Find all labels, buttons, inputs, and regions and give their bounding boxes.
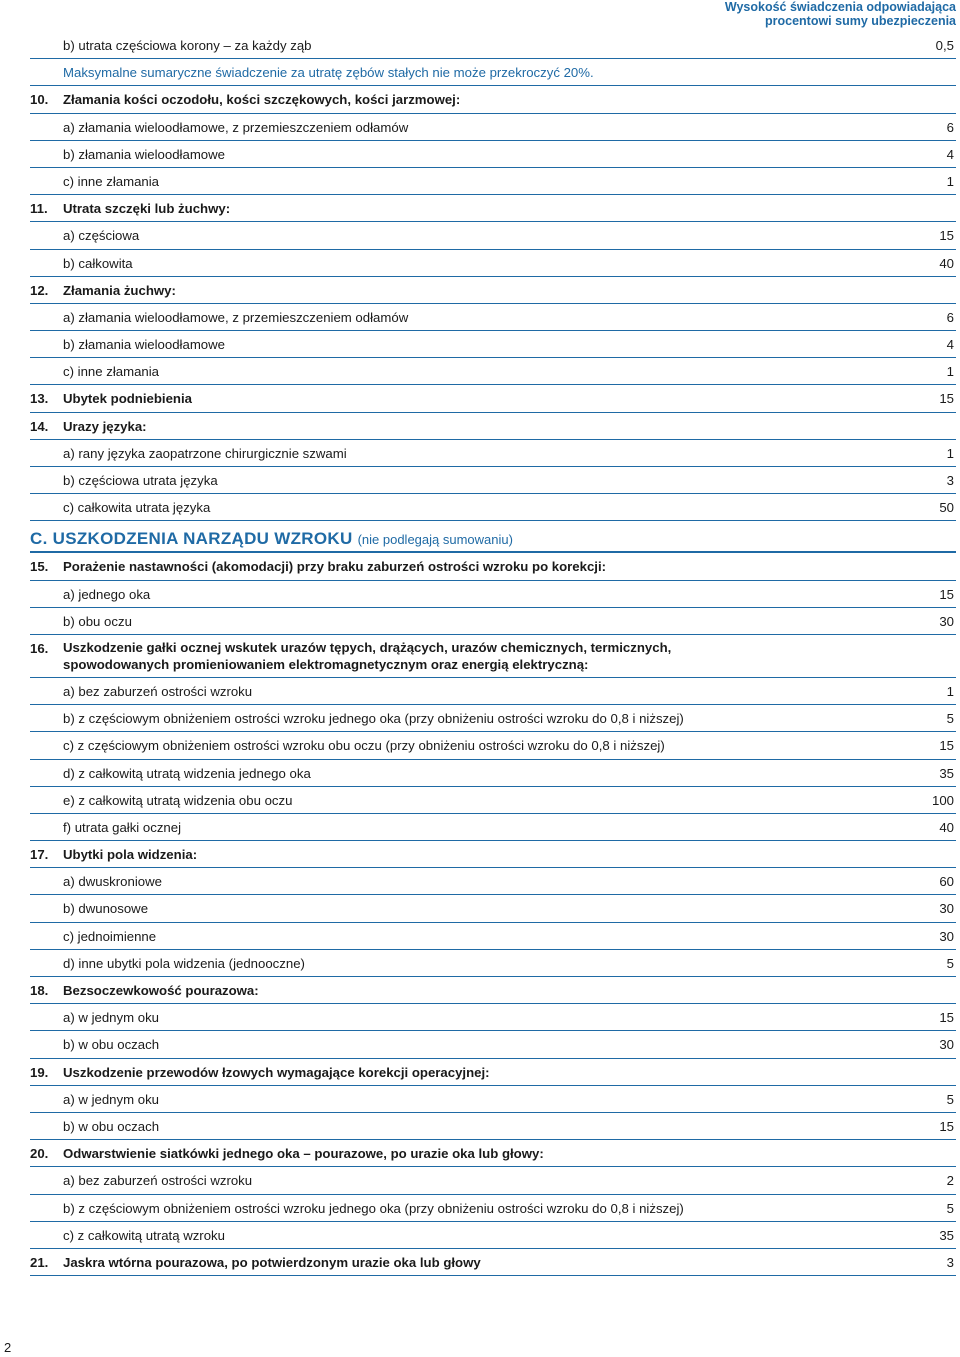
row-description: Uszkodzenie gałki ocznej wskutek urazów tępych, drążących, urazów chemicznych, termicznych, spowodowanych promieniowaniem elektromagnetycznym oraz energią elektryczną:: [63, 639, 672, 672]
row-description: b) dwunosowe: [63, 901, 149, 917]
column-header-line2: procentowi sumy ubezpieczenia: [764, 14, 956, 28]
table-row: [30, 608, 956, 635]
row-percentage: 30: [939, 613, 954, 629]
table-row: [30, 868, 956, 895]
table-row: [30, 1195, 956, 1222]
row-percentage: 100: [931, 792, 954, 808]
row-percentage: 15: [939, 228, 954, 244]
row-description: b) z częściowym obniżeniem ostrości wzroku jednego oka (przy obniżeniu ostrości wzroku do 0,8 i niższej): [63, 711, 684, 727]
row-percentage: 5: [946, 711, 954, 727]
row-percentage: 30: [939, 928, 954, 944]
row-number: 11.: [30, 201, 48, 217]
row-description: Uszkodzenie przewodów łzowych wymagające korekcji operacyjnej:: [63, 1064, 490, 1080]
row-description: Porażenie nastawności (akomodacji) przy braku zaburzeń ostrości wzroku po korekcji:: [63, 559, 607, 575]
row-description: Odwarstwienie siatkówki jednego oka – pourazowe, po urazie oka lub głowy:: [63, 1146, 544, 1162]
row-description: b) w obu oczach: [63, 1037, 160, 1053]
row-description: a) w jednym oku: [63, 1091, 160, 1107]
table-row: [30, 895, 956, 922]
table-row-heading: [30, 1140, 956, 1167]
table-row-heading: [30, 1059, 956, 1086]
row-description: Złamania żuchwy:: [63, 282, 176, 298]
row-description: c) z częściowym obniżeniem ostrości wzroku obu oczu (przy obniżeniu ostrości wzroku do 0,8 i niższej): [63, 738, 665, 754]
row-percentage: 1: [946, 364, 954, 380]
row-number: 14.: [30, 418, 49, 434]
table-row-heading: [30, 277, 956, 304]
row-percentage: 3: [946, 473, 954, 488]
table-row: [30, 950, 956, 977]
row-description: f) utrata gałki ocznej: [63, 819, 182, 835]
table-row: [30, 814, 956, 841]
row-description: Utrata szczęki lub żuchwy:: [63, 201, 231, 217]
table-row-heading: [30, 195, 956, 222]
row-number: 21.: [30, 1254, 49, 1270]
row-description: a) złamania wieloodłamowe, z przemieszczeniem odłamów: [63, 309, 409, 325]
table-row: [30, 787, 956, 814]
row-description: b) w obu oczach: [63, 1118, 160, 1134]
table-row: [30, 732, 956, 759]
row-percentage: 3: [946, 1254, 954, 1270]
table-row: [30, 494, 956, 521]
row-percentage: 5: [946, 1091, 954, 1107]
row-percentage: 6: [946, 309, 954, 325]
row-percentage: 0,5: [935, 38, 954, 53]
table-row-heading: [30, 413, 956, 440]
row-number: 13.: [30, 391, 49, 407]
table-note: [30, 59, 956, 86]
row-description: Złamania kości oczodołu, kości szczękowych, kości jarzmowej:: [63, 92, 461, 108]
row-description: b) złamania wieloodłamowe: [63, 337, 225, 353]
row-description: Ubytki pola widzenia:: [63, 847, 198, 863]
row-percentage: 2: [946, 1173, 954, 1189]
row-description: b) obu oczu: [63, 613, 132, 629]
row-percentage: 35: [939, 1227, 954, 1243]
row-percentage: 40: [939, 819, 954, 835]
row-description: d) z całkowitą utratą widzenia jednego oka: [63, 765, 311, 781]
table-row-heading: [30, 385, 956, 412]
row-percentage: 60: [939, 874, 954, 890]
row-description: d) inne ubytki pola widzenia (jednooczne): [63, 955, 305, 971]
row-description: Ubytek podniebienia: [63, 391, 192, 407]
row-percentage: 15: [939, 391, 954, 407]
table-row: [30, 1113, 956, 1140]
table-row: [30, 250, 956, 277]
row-description: c) inne złamania: [63, 173, 160, 189]
table-row: [30, 1222, 956, 1249]
row-percentage: 5: [946, 1200, 954, 1216]
row-description: a) dwuskroniowe: [63, 874, 162, 890]
row-percentage: 30: [939, 1037, 954, 1053]
page-number: 2: [4, 1340, 12, 1355]
section-title: [30, 529, 513, 549]
row-description: b) złamania wieloodłamowe: [63, 146, 225, 162]
row-description: e) z całkowitą utratą widzenia obu oczu: [63, 792, 293, 808]
row-description: a) złamania wieloodłamowe, z przemieszczeniem odłamów: [63, 119, 409, 135]
row-description: a) bez zaburzeń ostrości wzroku: [63, 683, 253, 699]
column-header: [725, 0, 956, 28]
row-number: 15.: [30, 559, 49, 575]
row-description: Jaskra wtórna pourazowa, po potwierdzonym urazie oka lub głowy: [63, 1254, 481, 1270]
table-row: [30, 440, 956, 467]
table-row: [30, 581, 956, 608]
row-percentage: 15: [939, 738, 954, 754]
row-description: b) całkowita: [63, 255, 133, 271]
row-percentage: 1: [946, 173, 954, 189]
row-percentage: 15: [939, 1118, 954, 1134]
row-number: 18.: [30, 983, 49, 998]
table-row-heading: [30, 86, 956, 113]
row-percentage: 1: [946, 683, 954, 699]
row-description: a) rany języka zaopatrzone chirurgicznie szwami: [63, 445, 347, 461]
table-row-heading: [30, 635, 956, 678]
table-row: [30, 1167, 956, 1194]
table-row: [30, 1031, 956, 1058]
column-header-line1: Wysokość świadczenia odpowiadająca: [724, 0, 956, 14]
row-number: 12.: [30, 282, 49, 298]
benefits-table: [30, 32, 956, 1276]
row-percentage: 4: [946, 337, 954, 353]
table-row: [30, 304, 956, 331]
table-row: [30, 331, 956, 358]
table-row: [30, 1086, 956, 1113]
section-subtitle: (nie podlegają sumowaniu): [357, 532, 513, 548]
row-number: 17.: [30, 847, 49, 863]
row-number: 19.: [30, 1064, 49, 1080]
table-row-heading: [30, 1249, 956, 1276]
table-row: [30, 923, 956, 950]
row-percentage: 15: [939, 586, 954, 602]
row-percentage: 4: [946, 146, 954, 162]
row-description: c) z całkowitą utratą wzroku: [63, 1227, 225, 1243]
row-description: Maksymalne sumaryczne świadczenie za utratę zębów stałych nie może przekroczyć 20%.: [63, 65, 594, 81]
row-description: Bezsoczewkowość pourazowa:: [63, 983, 259, 998]
row-description: b) z częściowym obniżeniem ostrości wzroku jednego oka (przy obniżeniu ostrości wzroku do 0,8 i niższej): [63, 1200, 684, 1216]
row-description: b) częściowa utrata języka: [63, 473, 218, 488]
row-percentage: 5: [946, 955, 954, 971]
row-number: 10.: [30, 92, 49, 108]
table-row-heading: [30, 553, 956, 580]
row-percentage: 15: [939, 1010, 954, 1026]
table-row: [30, 168, 956, 195]
table-row: [30, 678, 956, 705]
row-description: c) inne złamania: [63, 364, 160, 380]
row-percentage: 50: [939, 500, 954, 516]
row-percentage: 40: [939, 255, 954, 271]
table-row: [30, 467, 956, 494]
section-header: [30, 521, 956, 553]
row-description: a) jednego oka: [63, 586, 151, 602]
row-description: a) w jednym oku: [63, 1010, 160, 1026]
table-row: [30, 114, 956, 141]
table-row: [30, 1004, 956, 1031]
row-percentage: 30: [939, 901, 954, 917]
row-description: b) utrata częściowa korony – za każdy ząb: [63, 38, 312, 53]
table-row: [30, 760, 956, 787]
table-row: [30, 222, 956, 249]
table-row-heading: [30, 977, 956, 1004]
row-number: 20.: [30, 1146, 49, 1162]
row-description: Urazy języka:: [63, 418, 147, 434]
row-percentage: 35: [939, 765, 954, 781]
row-description: c) całkowita utrata języka: [63, 500, 211, 516]
row-percentage: 1: [946, 445, 954, 461]
row-number: 16.: [30, 640, 49, 656]
row-description: a) częściowa: [63, 228, 140, 244]
table-row: [30, 141, 956, 168]
table-row-heading: [30, 841, 956, 868]
section-title-text: C. USZKODZENIA NARZĄDU WZROKU: [30, 529, 353, 549]
table-row: [30, 358, 956, 385]
row-percentage: 6: [946, 119, 954, 135]
table-row: [30, 32, 956, 59]
table-row: [30, 705, 956, 732]
row-description: c) jednoimienne: [63, 928, 157, 944]
row-description: a) bez zaburzeń ostrości wzroku: [63, 1173, 253, 1189]
